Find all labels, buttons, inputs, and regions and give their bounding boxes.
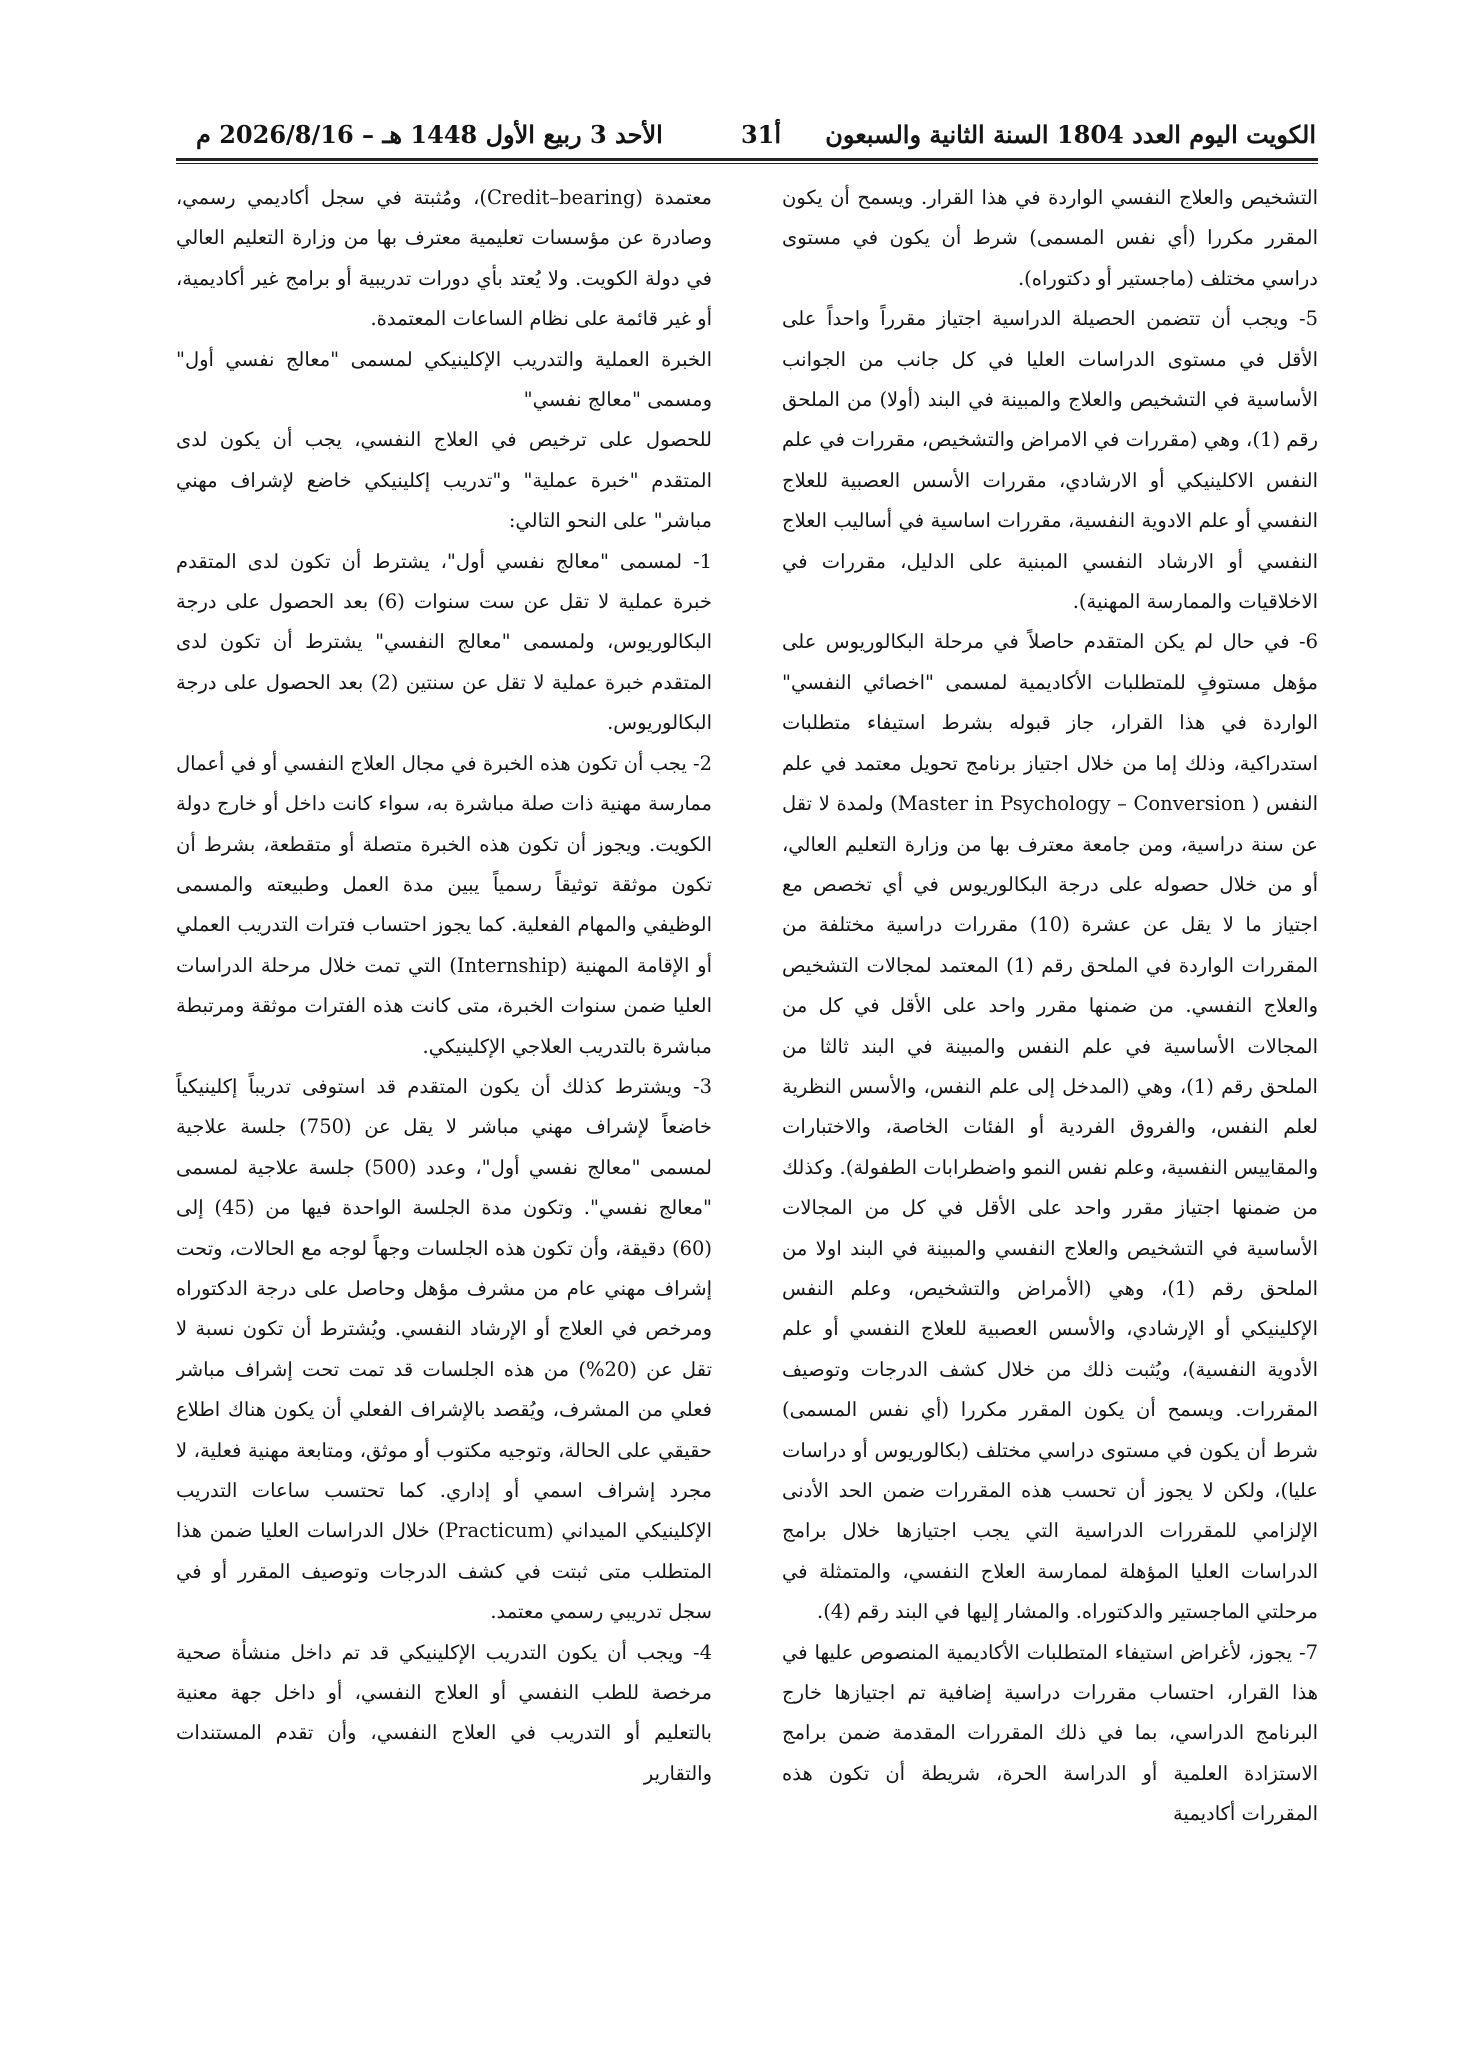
header-divider-thin [176,163,1318,164]
header-page-number: 31أ [740,120,782,149]
paragraph-item-7: 7- يجوز، لأغراض استيفاء المتطلبات الأكاديمية المنصوص عليها في هذا القرار، احتساب مقررات دراسية إضافية تم اجتيازها خارج البرنامج الدراسي، بما في ذلك المقررات المقدمة ضمن برامج الاستزادة العلمية أو الدراسة الحرة، شريطة أن تكون هذه المقررات أكاديمية [782,1640,1318,1826]
left-column [176,178,712,1958]
paragraph-item-1: 1- لمسمى "معالج نفسي أول"، يشترط أن تكون لدى المتقدم خبرة عملية لا تقل عن ست سنوات (6) بعد الحصول على درجة البكالوريوس، ولمسمى "معالج النفسي" يشترط أن تكون لدى المتقدم خبرة عملية لا تقل عن سنتين (2) بعد الحصول على درجة البكالوريوس. [176,549,712,735]
paragraph-item-3: 3- ويشترط كذلك أن يكون المتقدم قد استوفى تدريباً إكلينيكياً خاضعاً لإشراف مهني مباشر لا يقل عن (750) جلسة علاجية لمسمى "معالج نفسي أول"، وعدد (500) جلسة علاجية لمسمى "معالج نفسي". وتكون مدة الجلسة الواحدة فيها من (45) إلى (60) دقيقة، وأن تكون هذه الجلسات وجهاً لوجه مع الحالات، وتحت إشراف مهني عام من مشرف مؤهل وحاصل على درجة الدكتوراه ومرخص في العلاج أو الإرشاد النفسي. ويُشترط أن تكون نسبة لا تقل عن (20%) من هذه الجلسات قد تمت تحت إشراف مباشر فعلي من المشرف، ويُقصد بالإشراف الفعلي أن يكون هناك اطلاع حقيقي على الحالة، وتوجيه مكتوب أو موثق، ومتابعة مهنية فعلية، لا مجرد إشراف اسمي أو إداري. كما تحتسب ساعات التدريب الإكلينيكي الميداني (Practicum) خلال الدراسات العليا ضمن هذا المتطلب متى ثبتت في كشف الدرجات وتوصيف المقرر أو في سجل تدريبي رسمي معتمد. [176,1074,712,1624]
paragraph-item-2: 2- يجب أن تكون هذه الخبرة في مجال العلاج النفسي أو في أعمال ممارسة مهنية ذات صلة مباشرة به، سواء كانت داخل أو خارج دولة الكويت. ويجوز أن تكون هذه الخبرة متصلة أو متقطعة، بشرط أن تكون موثقة توثيقاً رسمياً يبين مدة العمل وطبيعته والمسمى الوظيفي والمهام الفعلية. كما يجوز احتساب فترات التدريب العملي أو الإقامة المهنية (Internship) التي تمت خلال مرحلة الدراسات العليا ضمن سنوات الخبرة، متى كانت هذه الفترات موثقة ومرتبطة مباشرة بالتدريب العلاجي الإكلينيكي. [176,751,712,1058]
header-newspaper-issue: الكويت اليوم العدد 1804 السنة الثانية والسبعون [825,120,1316,149]
paragraph-item-6: 6- في حال لم يكن المتقدم حاصلاً في مرحلة البكالوريوس على مؤهل مستوفٍ للمتطلبات الأكاديمية لمسمى "اخصائي النفسي" الواردة في هذا القرار، جاز قبوله بشرط استيفاء متطلبات استدراكية، وذلك إما من خلال اجتياز برنامج تحويل معتمد في علم النفس ( Master in Psychology – Conversion) ولمدة لا تقل عن سنة دراسية، ومن جامعة معترف بها من وزارة التعليم العالي، أو من خلال حصوله على درجة البكالوريوس في أي تخصص مع اجتياز ما لا يقل عن عشرة (10) مقررات دراسية مختلفة من المقررات الواردة في الملحق رقم (1) المعتمد لمجالات التشخيص والعلاج النفسي. من ضمنها مقرر واحد على الأقل في كل من المجالات الأساسية في علم النفس والمبينة في البند ثالثا من الملحق رقم (1)، وهي (المدخل إلى علم النفس، والأسس النظرية لعلم النفس، والفروق الفردية أو الفئات الخاصة، والاختبارات والمقاييس النفسية، وعلم نفس النمو واضطرابات الطفولة). وكذلك من ضمنها اجتياز مقرر واحد على الأقل في كل من المجالات الأساسية في التشخيص والعلاج النفسي والمبينة في البند اولا من الملحق رقم (1)، وهي (الأمراض والتشخيص، وعلم النفس الإكلينيكي أو الإرشادي، والأسس العصبية للعلاج النفسي أو علم الأدوية النفسية)، ويُثبت ذلك من خلال كشف الدرجات وتوصيف المقررات. ويسمح أن يكون المقرر مكررا (أي نفس المسمى) شرط أن يكون في مستوى دراسي مختلف (بكالوريوس أو دراسات عليا)، ولكن لا يجوز أن تحسب هذه المقررات ضمن الحد الأدنى الإلزامي للمقررات الدراسية التي يجب اجتيازها خلال برامج الدراسات العليا المؤهلة لممارسة العلاج النفسي، والمتمثلة في مرحلتي الماجستير والدكتوراه. والمشار إليها في البند رقم (4). [782,630,1318,1624]
header-date: الأحد 3 ربيع الأول 1448 هـ – 2026/8/16 م [196,120,663,149]
page-header [196,118,1316,152]
paragraph-item-4: 4- ويجب أن يكون التدريب الإكلينيكي قد تم داخل منشأة صحية مرخصة للطب النفسي أو العلاج النفسي، أو داخل جهة معنية بالتعليم أو التدريب في العلاج النفسي، وأن تقدم المستندات والتقارير [176,1640,712,1785]
paragraph-license-requirements: للحصول على ترخيص في العلاج النفسي، يجب أن يكون لدى المتقدم "خبرة عملية" و"تدريب إكلينيكي خاضع لإشراف مهني مباشر" على النحو التالي: [176,428,712,533]
paragraph-credit-bearing: معتمدة (Credit–bearing)، ومُثبتة في سجل أكاديمي رسمي، وصادرة عن مؤسسات تعليمية معترف بها من وزارة التعليم العالي في دولة الكويت. ولا يُعتد بأي دورات تدريبية أو برامج غير أكاديمية، أو غير قائمة على نظام الساعات المعتمدة. [176,186,712,331]
paragraph-item-5: 5- ويجب أن تتضمن الحصيلة الدراسية اجتياز مقرراً واحداً على الأقل في مستوى الدراسات العليا في كل جانب من الجوانب الأساسية في التشخيص والعلاج والمبينة في البند (أولا) من الملحق رقم (1)، وهي (مقررات في الامراض والتشخيص، مقررات في علم النفس الاكلينيكي أو الارشادي، مقررات الأسس العصبية للعلاج النفسي أو علم الادوية النفسية، مقررات اساسية في أساليب العلاج النفسي أو الارشاد النفسي المبنية على الدليل، مقررات في الاخلاقيات والممارسة المهنية). [782,307,1318,614]
paragraph-intro-continuation: التشخيص والعلاج النفسي الواردة في هذا القرار. ويسمح أن يكون المقرر مكررا (أي نفس المسمى) شرط أن يكون في مستوى دراسي مختلف (ماجستير أو دكتوراه). [782,186,1318,290]
header-divider-thick [176,158,1318,161]
right-column [782,178,1318,1958]
section-heading-experience: الخبرة العملية والتدريب الإكلينيكي لمسمى "معالج نفسي أول" ومسمى "معالج نفسي" [176,347,712,412]
